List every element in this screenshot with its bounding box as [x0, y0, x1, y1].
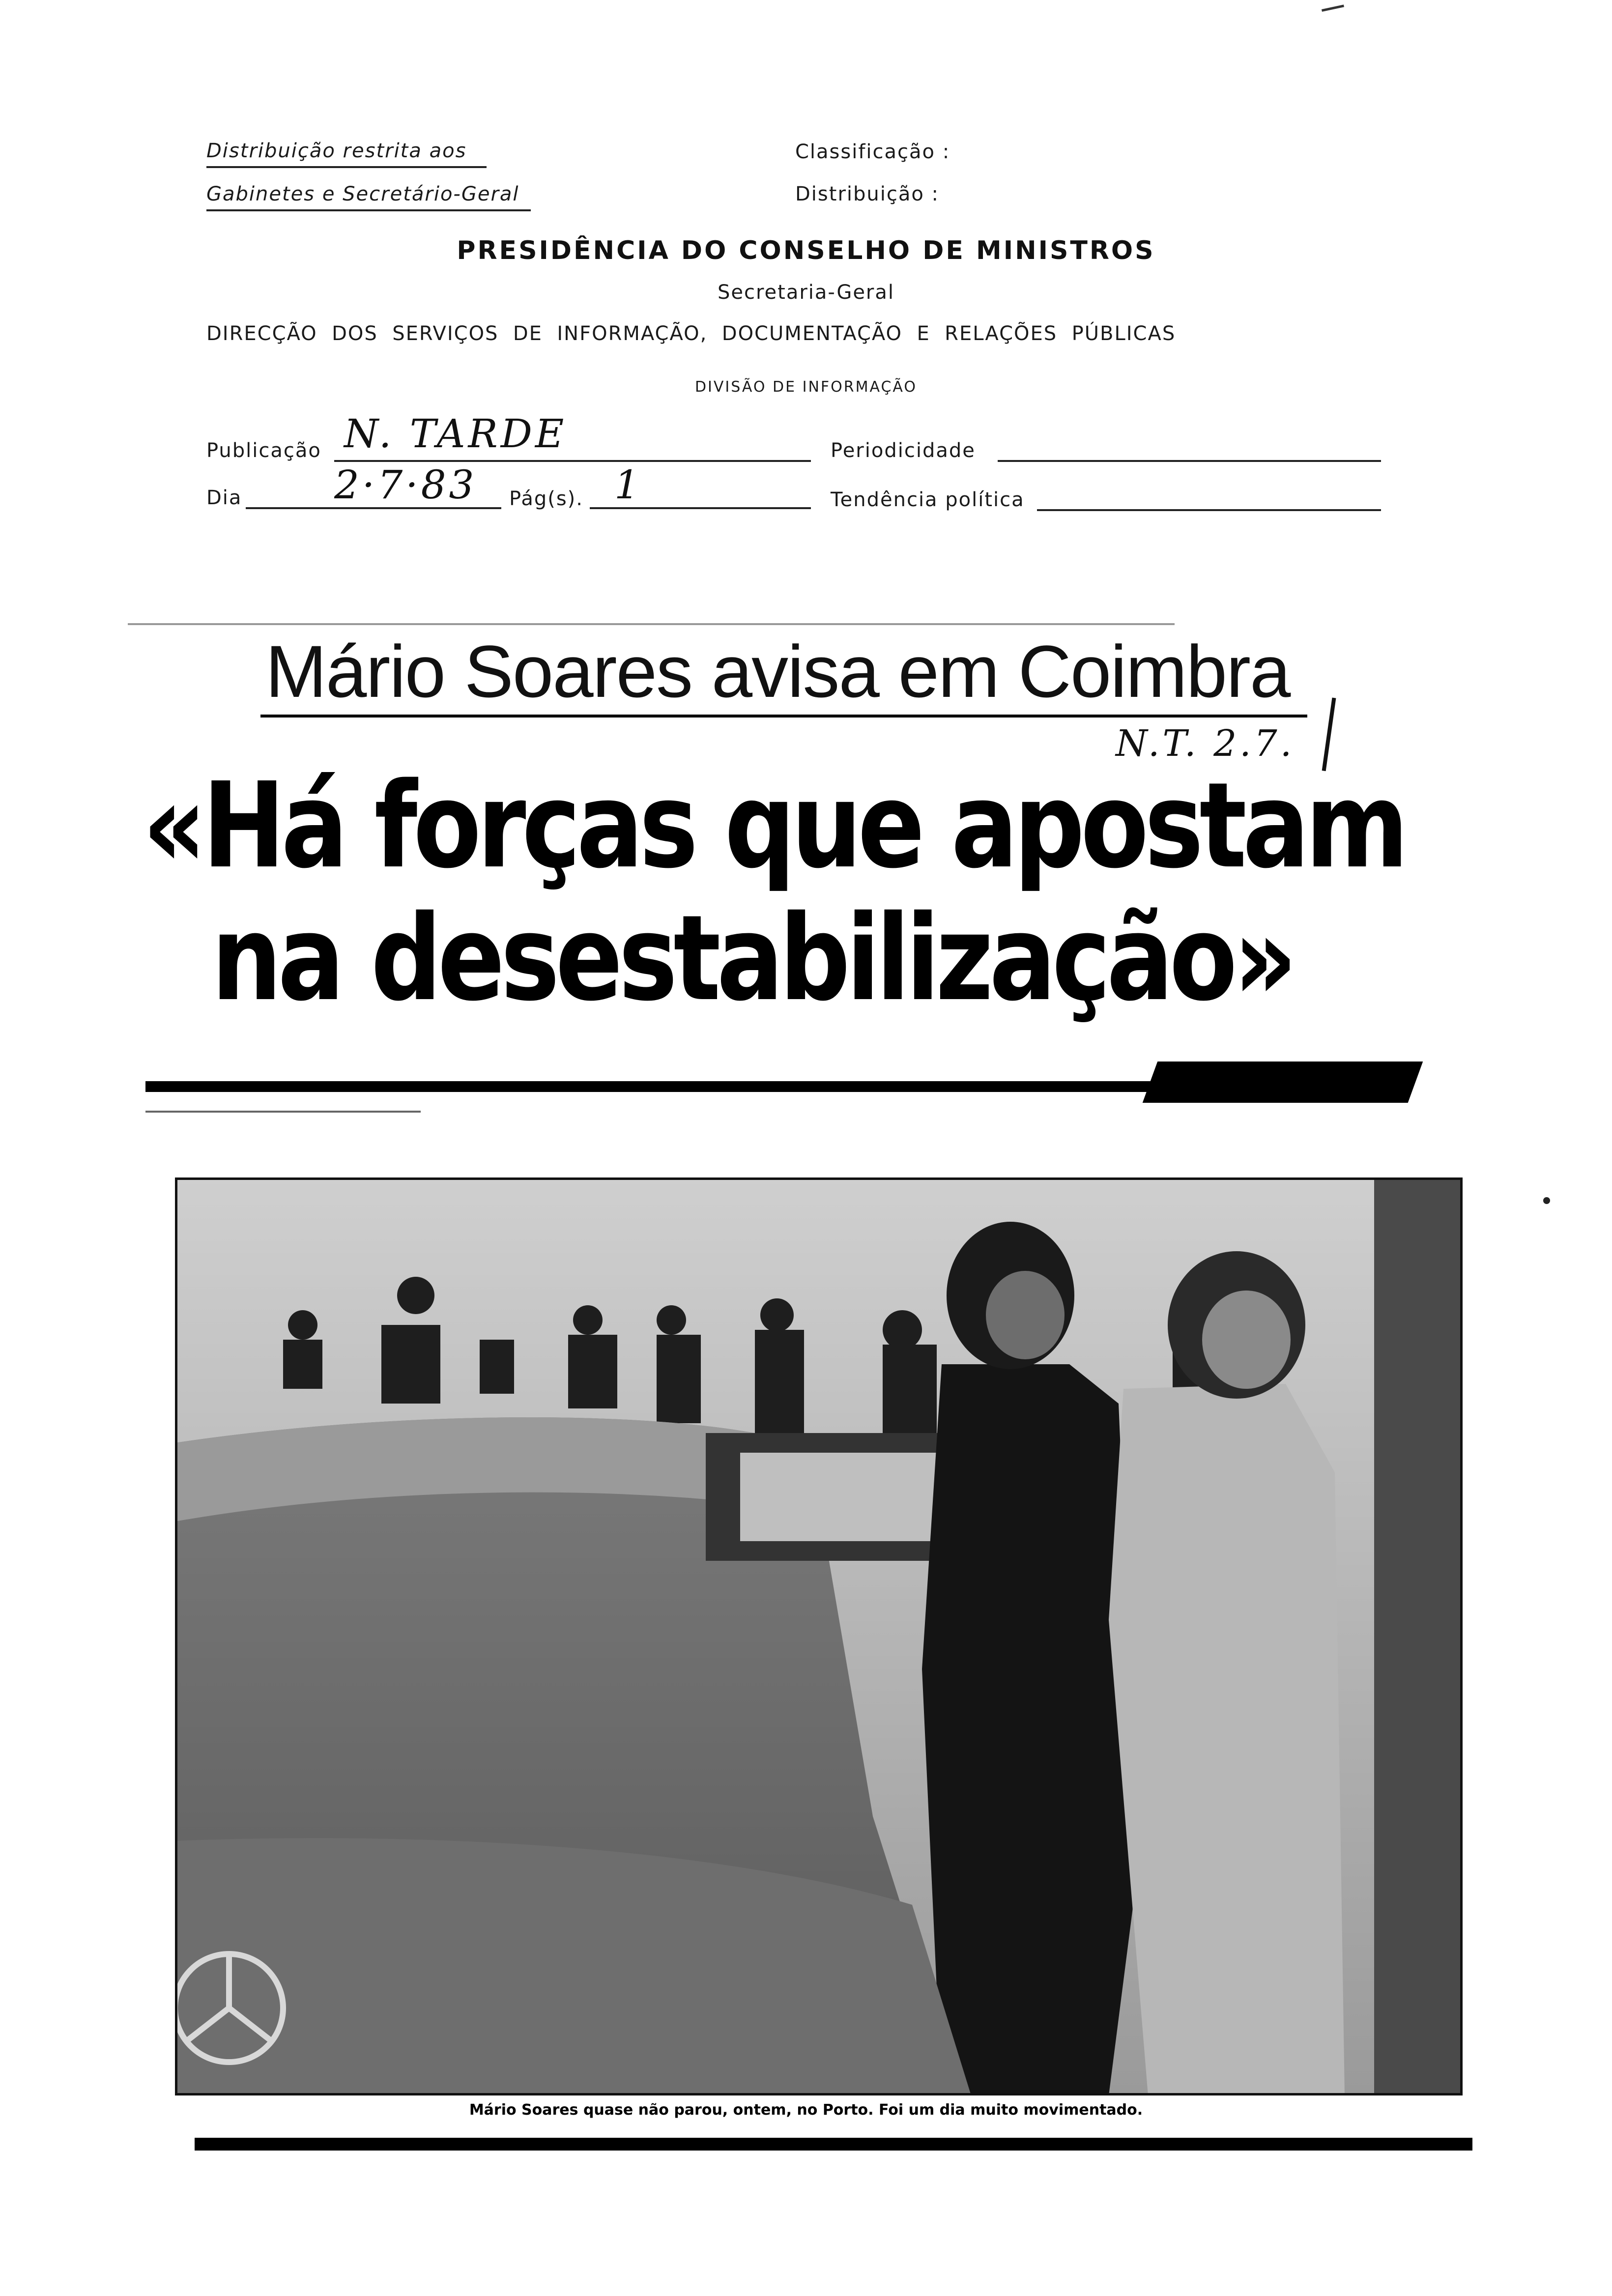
pags-value: 1	[614, 462, 642, 508]
continue-tab	[1143, 1062, 1423, 1103]
headline-thin-rule	[145, 1111, 421, 1113]
distribution-line-1: Distribuição restrita aos	[206, 140, 487, 168]
dia-label: Dia	[206, 487, 242, 509]
form-subtitle: Secretaria-Geral	[717, 281, 894, 304]
pags-label: Pág(s).	[509, 488, 583, 510]
edge-speck	[1543, 1197, 1550, 1204]
division-line: DIVISÃO DE INFORMAÇÃO	[694, 378, 918, 396]
distribution-line-2: Gabinetes e Secretário-Geral	[206, 183, 531, 211]
classificacao-label: Classificação :	[795, 141, 950, 163]
form-title: PRESIDÊNCIA DO CONSELHO DE MINISTROS	[457, 236, 1155, 265]
photo-caption: Mário Soares quase não parou, ontem, no Porto. Foi um dia muito movimentado.	[469, 2101, 1143, 2119]
headline-line-2: na desestabilização»	[211, 890, 1294, 1027]
dia-value: 2·7·83	[334, 462, 477, 508]
bottom-rule	[195, 2138, 1472, 2151]
periodicidade-label: Periodicidade	[831, 439, 976, 462]
article-kicker: Mário Soares avisa em Coimbra	[265, 630, 1290, 713]
headline-line-1: «Há forças que apostam	[143, 757, 1405, 894]
clip-top-edge	[128, 623, 1175, 625]
tendencia-field-line	[1037, 509, 1381, 511]
news-photo	[175, 1177, 1463, 2095]
tendencia-label: Tendência política	[831, 488, 1025, 511]
distribuicao-label: Distribuição :	[795, 183, 940, 205]
headline-rule	[145, 1081, 1158, 1092]
directorate-line: DIRECÇÃO DOS SERVIÇOS DE INFORMAÇÃO, DOCUMENTAÇÃO E RELAÇÕES PÚBLICAS	[206, 322, 1176, 345]
margin-note: N.T. 2.7.	[1116, 722, 1295, 765]
publicacao-label: Publicação	[206, 439, 321, 462]
corner-mark	[1322, 4, 1345, 16]
periodicidade-field-line	[998, 460, 1381, 462]
kicker-underline	[260, 715, 1307, 718]
publicacao-value: N. TARDE	[344, 411, 567, 457]
